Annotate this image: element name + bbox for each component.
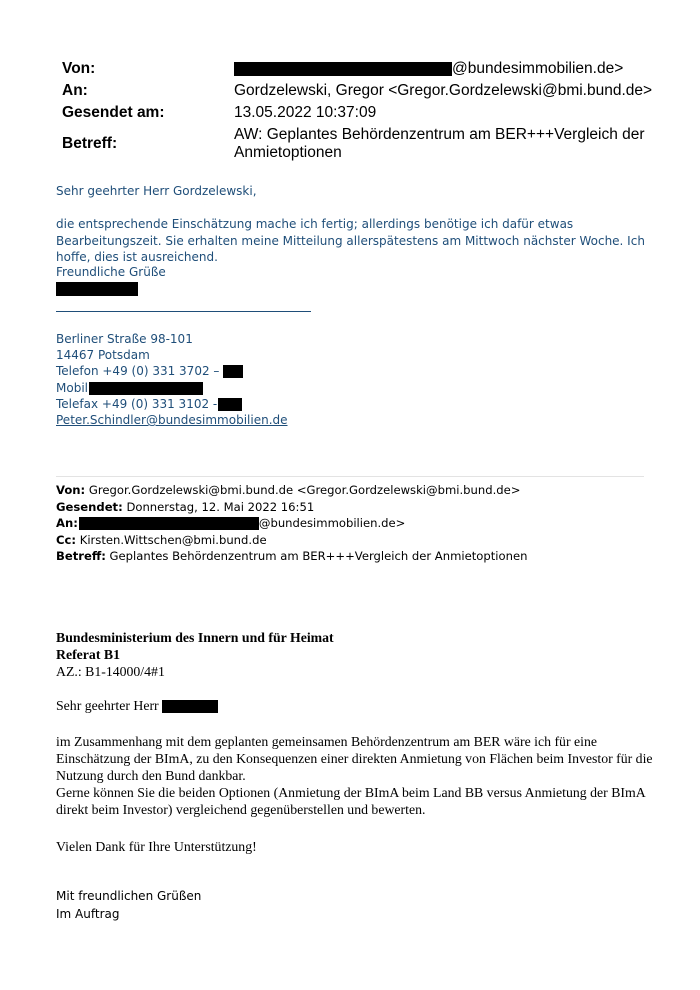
reply-paragraph: die entsprechende Einschätzung mache ich fertig; allerdings benötige ich dafür etwas Bearbeitungszeit. Sie erhalten meine Mitteilung allerspätestens am Mittwoch nächster Woche. Ich hoffe, dies ist ausreichend. xyxy=(56,217,645,264)
signature-email-link[interactable]: Peter.Schindler@bundesimmobilien.de xyxy=(56,413,288,428)
ministry-name: Bundesministerium des Innern und für Heimat xyxy=(56,630,334,645)
forwarded-header xyxy=(56,482,527,565)
redaction-bar xyxy=(89,382,203,395)
signature-mobile-line xyxy=(56,380,288,396)
fwd-from-label: Von: xyxy=(56,483,86,497)
message-separator xyxy=(56,476,644,477)
original-closing-2: Im Auftrag xyxy=(56,907,120,921)
signature-street: Berliner Straße 98-101 xyxy=(56,332,193,346)
reply-header xyxy=(62,58,662,164)
signature-city: 14467 Potsdam xyxy=(56,348,150,363)
signature-phone: Telefon +49 (0) 331 3702 – xyxy=(56,364,220,379)
reply-sent-label: Gesendet am: xyxy=(62,104,165,121)
original-paragraph-2: Gerne können Sie die beiden Optionen (Anmietung der BImA beim Land BB versus Anmietung der BImA direkt beim Investor) vergleichend gegenüberstellen und bewerten. xyxy=(56,785,645,817)
original-closing-1: Mit freundlichen Grüßen xyxy=(56,889,202,903)
reply-sent-row xyxy=(62,102,662,124)
redaction-bar xyxy=(79,517,259,530)
original-thanks: Vielen Dank für Ihre Unterstützung! xyxy=(56,839,257,854)
redaction-bar xyxy=(223,365,243,378)
original-greeting: Sehr geehrter Herr xyxy=(56,698,159,713)
signature-phone-line xyxy=(56,363,288,379)
signature-fax-line xyxy=(56,396,288,412)
fwd-subject-label: Betreff: xyxy=(56,549,106,563)
reply-from-row xyxy=(62,58,662,80)
signature-block xyxy=(56,331,288,428)
fwd-sent-row xyxy=(56,499,527,516)
signature-email-line xyxy=(56,412,288,428)
redaction-bar xyxy=(56,282,138,296)
reply-from-address: @bundesimmobilien.de> xyxy=(452,60,624,77)
fwd-sent-label: Gesendet: xyxy=(56,499,123,514)
fwd-cc-label: Cc: xyxy=(56,532,77,547)
reply-from-label: Von: xyxy=(62,60,96,77)
signature-mobile: Mobil xyxy=(56,380,88,395)
reply-from-value xyxy=(234,60,623,78)
fwd-to-label: An: xyxy=(56,516,78,530)
reply-subject-label: Betreff: xyxy=(62,135,118,152)
reply-greeting: Sehr geehrter Herr Gordzelewski, xyxy=(56,184,257,198)
signature-divider xyxy=(56,311,311,312)
fwd-subject-row xyxy=(56,548,527,565)
redaction-bar xyxy=(162,700,218,713)
fwd-cc-value: Kirsten.Wittschen@bmi.bund.de xyxy=(79,532,267,547)
fwd-subject-value: Geplantes Behördenzentrum am BER+++Vergleich der Anmietoptionen xyxy=(109,549,528,563)
redaction-bar xyxy=(218,398,242,411)
original-paragraph-1: im Zusammenhang mit dem geplanten gemeinsamen Behördenzentrum am BER wäre ich für eine Einschätzung der BImA, zu den Konsequenzen einer direkten Anmietung von Flächen beim Investor für die Nutzung durch den Bund dankbar. xyxy=(56,734,653,783)
reply-subject-row xyxy=(62,124,662,164)
reply-to-value: Gordzelewski, Gregor <Gregor.Gordzelewski@bmi.bund.de> xyxy=(234,82,653,99)
fwd-to-value: @bundesimmobilien.de> xyxy=(258,516,406,530)
reply-subject-value: AW: Geplantes Behördenzentrum am BER+++Vergleich der Anmietoptionen xyxy=(234,126,645,161)
fwd-sent-value: Donnerstag, 12. Mai 2022 16:51 xyxy=(126,499,315,514)
unit-name: Referat B1 xyxy=(56,647,120,662)
original-greeting-line xyxy=(56,697,218,714)
reply-to-label: An: xyxy=(62,82,88,99)
reply-to-row xyxy=(62,80,662,102)
reference-number: AZ.: B1-14000/4#1 xyxy=(56,664,165,679)
fwd-from-row xyxy=(56,482,527,499)
signature-fax: Telefax +49 (0) 331 3102 - xyxy=(56,396,218,411)
fwd-cc-row xyxy=(56,532,527,549)
reply-sent-value: 13.05.2022 10:37:09 xyxy=(234,104,377,121)
reply-closing: Freundliche Grüße xyxy=(56,265,166,279)
redaction-bar xyxy=(234,62,452,76)
fwd-to-row xyxy=(56,515,527,532)
fwd-from-value: Gregor.Gordzelewski@bmi.bund.de <Gregor.Gordzelewski@bmi.bund.de> xyxy=(88,483,521,497)
